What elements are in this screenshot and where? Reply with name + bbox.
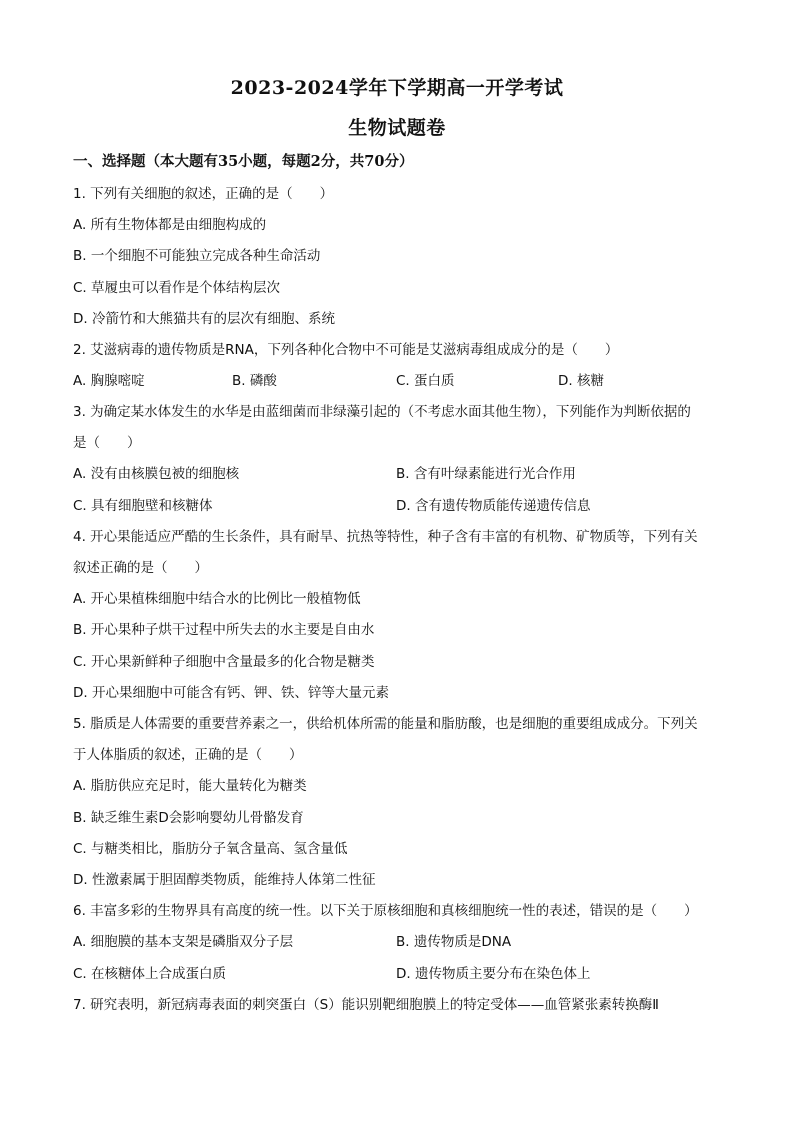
- question-3-stem-line2: 是（ ）: [73, 435, 141, 451]
- question-6-options-row1: [73, 930, 723, 950]
- question-5-stem-line2: 于人体脂质的叙述，正确的是（ ）: [73, 747, 303, 763]
- question-3-options-row1: [73, 462, 723, 482]
- question-2-option-c: C. 蛋白质: [396, 373, 455, 389]
- question-6-stem: 6. 丰富多彩的生物界具有高度的统一性。以下关于原核细胞和真核细胞统一性的表述，错误的是（ ）: [73, 903, 698, 919]
- question-6-option-d: D. 遗传物质主要分布在染色体上: [396, 966, 591, 982]
- question-5-option-a: A. 脂肪供应充足时，能大量转化为糖类: [73, 778, 307, 794]
- question-1-option-b: B. 一个细胞不可能独立完成各种生命活动: [73, 248, 321, 264]
- question-4-option-d: D. 开心果细胞中可能含有钙、钾、铁、锌等大量元素: [73, 685, 389, 701]
- question-4-option-b: B. 开心果种子烘干过程中所失去的水主要是自由水: [73, 622, 375, 638]
- question-2-option-d: D. 核糖: [558, 373, 604, 389]
- exam-title: 2023-2024学年下学期高一开学考试: [230, 77, 564, 99]
- question-2-stem: 2. 艾滋病毒的遗传物质是RNA，下列各种化合物中不可能是艾滋病毒组成成分的是（ ）: [73, 342, 619, 358]
- question-4-stem-line2: 叙述正确的是（ ）: [73, 560, 208, 576]
- question-3-option-c: C. 具有细胞壁和核糖体: [73, 498, 213, 514]
- question-4-stem-line1: 4. 开心果能适应严酷的生长条件，具有耐旱、抗热等特性，种子含有丰富的有机物、矿物质等，下列有关: [73, 529, 698, 545]
- question-3-option-b: B. 含有叶绿素能进行光合作用: [396, 466, 576, 482]
- question-7-stem-line1: 7. 研究表明，新冠病毒表面的刺突蛋白（S）能识别靶细胞膜上的特定受体——血管紧张素转换酶Ⅱ: [73, 997, 659, 1013]
- question-3-stem-line1: 3. 为确定某水体发生的水华是由蓝细菌而非绿藻引起的（不考虑水面其他生物），下列能作为判断依据的: [73, 404, 691, 420]
- question-5-option-b: B. 缺乏维生素D会影响婴幼儿骨骼发育: [73, 810, 304, 826]
- question-2-option-b: B. 磷酸: [232, 373, 277, 389]
- question-1-stem: 1. 下列有关细胞的叙述，正确的是（ ）: [73, 186, 334, 202]
- question-6-options-row2: [73, 962, 723, 982]
- question-1-option-c: C. 草履虫可以看作是个体结构层次: [73, 280, 281, 296]
- question-6-option-a: A. 细胞膜的基本支架是磷脂双分子层: [73, 934, 294, 950]
- section-heading: 一、选择题（本大题有35小题，每题2分，共70分）: [73, 153, 414, 170]
- question-6-option-c: C. 在核糖体上合成蛋白质: [73, 966, 227, 982]
- question-3-option-d: D. 含有遗传物质能传递遗传信息: [396, 498, 591, 514]
- question-4-option-a: A. 开心果植株细胞中结合水的比例比一般植物低: [73, 591, 361, 607]
- question-2-option-a: A. 胸腺嘧啶: [73, 373, 145, 389]
- question-4-option-c: C. 开心果新鲜种子细胞中含量最多的化合物是糖类: [73, 654, 375, 670]
- question-6-option-b: B. 遗传物质是DNA: [396, 934, 512, 950]
- exam-subtitle: 生物试题卷: [348, 117, 446, 139]
- question-1-option-d: D. 冷箭竹和大熊猫共有的层次有细胞、系统: [73, 311, 335, 327]
- question-3-option-a: A. 没有由核膜包被的细胞核: [73, 466, 240, 482]
- question-3-options-row2: [73, 494, 723, 514]
- question-1-option-a: A. 所有生物体都是由细胞构成的: [73, 217, 267, 233]
- question-5-stem-line1: 5. 脂质是人体需要的重要营养素之一，供给机体所需的能量和脂肪酸，也是细胞的重要组成成分。下列关: [73, 716, 698, 732]
- question-2-options: [73, 369, 723, 389]
- question-5-option-d: D. 性激素属于胆固醇类物质，能维持人体第二性征: [73, 872, 376, 888]
- question-5-option-c: C. 与糖类相比，脂肪分子氧含量高、氢含量低: [73, 841, 348, 857]
